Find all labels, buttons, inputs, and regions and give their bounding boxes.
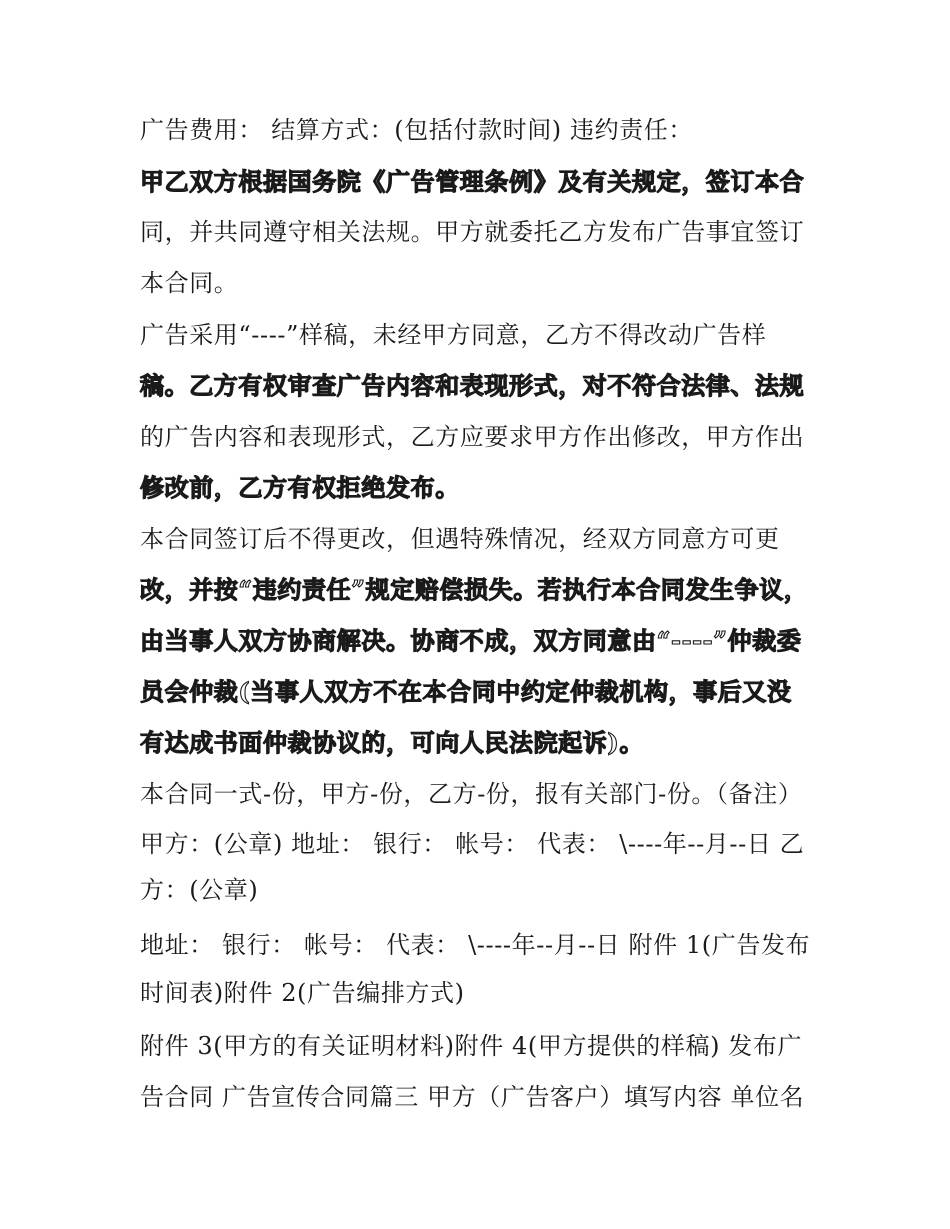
text-line: 有达成书面仲裁协议的，可向人民法院起诉)。 <box>140 728 644 757</box>
text-line: 甲方：(公章) 地址： 银行： 帐号： 代表： \----年--月--日 乙 <box>140 830 805 858</box>
text-line: 由当事人双方协商解决。协商不成，双方同意由“----”仲裁委 <box>140 626 802 655</box>
text-line: 改，并按“违约责任”规定赔偿损失。若执行本合同发生争议， <box>140 575 809 604</box>
text-line: 稿。乙方有权审查广告内容和表现形式，对不符合法律、法规 <box>140 371 805 400</box>
text-line: 广告采用“----”样稿，未经甲方同意，乙方不得改动广告样 <box>140 321 767 349</box>
text-line: 附件 3(甲方的有关证明材料)附件 4(甲方提供的样稿) 发布广 <box>140 1032 803 1060</box>
text-line: 本合同签订后不得更改，但遇特殊情况，经双方同意方可更 <box>140 525 780 553</box>
text-line: 本合同。 <box>140 269 239 297</box>
text-line: 告合同 广告宣传合同篇三 甲方（广告客户）填写内容 单位名 <box>140 1083 805 1111</box>
text-line: 修改前，乙方有权拒绝发布。 <box>140 473 460 502</box>
text-line: 地址： 银行： 帐号： 代表： \----年--月--日 附件 1(广告发布 <box>140 931 811 959</box>
text-line: 同，并共同遵守相关法规。甲方就委托乙方发布广告事宜签订 <box>140 218 805 246</box>
text-line: 员会仲裁(当事人双方不在本合同中约定仲裁机构，事后又没 <box>140 677 792 706</box>
text-line: 广告费用： 结算方式：(包括付款时间) 违约责任： <box>140 116 693 144</box>
text-line: 方：(公章) <box>140 876 259 904</box>
text-line: 时间表)附件 2(广告编排方式) <box>140 979 465 1007</box>
text-line: 的广告内容和表现形式，乙方应要求甲方作出修改，甲方作出 <box>140 423 805 451</box>
text-line: 本合同一式-份，甲方-份，乙方-份，报有关部门-份。（备注） <box>140 780 803 808</box>
text-line: 甲乙双方根据国务院《广告管理条例》及有关规定，签订本合 <box>140 167 805 196</box>
